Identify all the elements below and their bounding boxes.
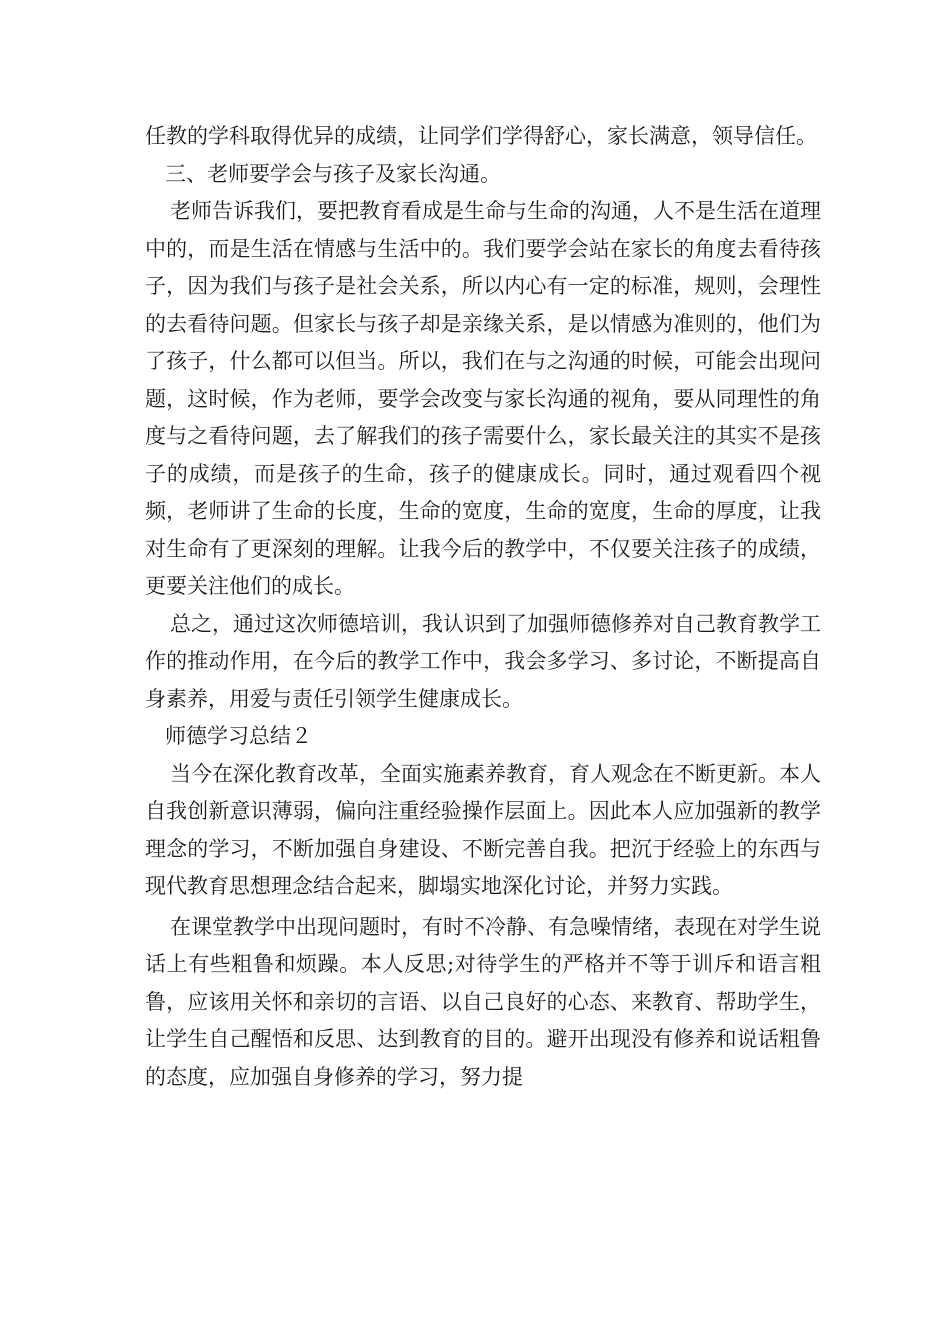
- paragraph-classroom: 在课堂教学中出现问题时，有时不冷静、有急噪情绪，表现在对学生说话上有些粗鲁和烦躁。本人反思;对待学生的严格并不等于训斥和语言粗鲁，应该用关怀和亲切的言语、以自己良好的心态、来教育、帮助学生，让学生自己醒悟和反思、达到教育的目的。避开出现没有修养和说话粗鲁的态度，应加强自身修养的学习，努力提: [145, 914, 821, 1089]
- paragraph-reform: 当今在深化教育改革，全面实施素养教育，育人观念在不断更新。本人自我创新意识薄弱，偏向注重经验操作层面上。因此本人应加强新的教学理念的学习，不断加强自身建设、不断完善自我。把沉于经验上的东西与现代教育思想理念结合起来，脚塌实地深化讨论，并努力实践。: [145, 761, 821, 898]
- document-body: [145, 118, 821, 1096]
- paragraph-conclusion: 总之，通过这次师德培训，我认识到了加强师德修养对自己教育教学工作的推动作用，在今后的教学工作中，我会多学习、多讨论，不断提高自身素养，用爱与责任引领学生健康成长。: [145, 611, 821, 711]
- section-heading-summary-2: 师德学习总结２: [165, 724, 312, 748]
- paragraph-communication: 老师告诉我们，要把教育看成是生命与生命的沟通，人不是生活在道理中的，而是生活在情感与生活中的。我们要学会站在家长的角度去看待孩子，因为我们与孩子是社会关系，所以内心有一定的标准，规则，会理性的去看待问题。但家长与孩子却是亲缘关系，是以情感为准则的，他们为了孩子，什么都可以但当。所以，我们在与之沟通的时候，可能会出现问题，这时候，作为老师，要学会改变与家长沟通的视角，要从同理性的角度与之看待问题，去了解我们的孩子需要什么，家长最关注的其实不是孩子的成绩，而是孩子的生命，孩子的健康成长。同时，通过观看四个视频，老师讲了生命的长度，生命的宽度，生命的宽度，生命的厚度，让我对生命有了更深刻的理解。让我今后的教学中，不仅要关注孩子的成绩，更要关注他们的成长。: [145, 199, 821, 598]
- paragraph-continuation: 任教的学科取得优异的成绩，让同学们学得舒心，家长满意，领导信任。: [145, 124, 817, 148]
- section-heading-communication: 三、老师要学会与孩子及家长沟通。: [165, 161, 501, 186]
